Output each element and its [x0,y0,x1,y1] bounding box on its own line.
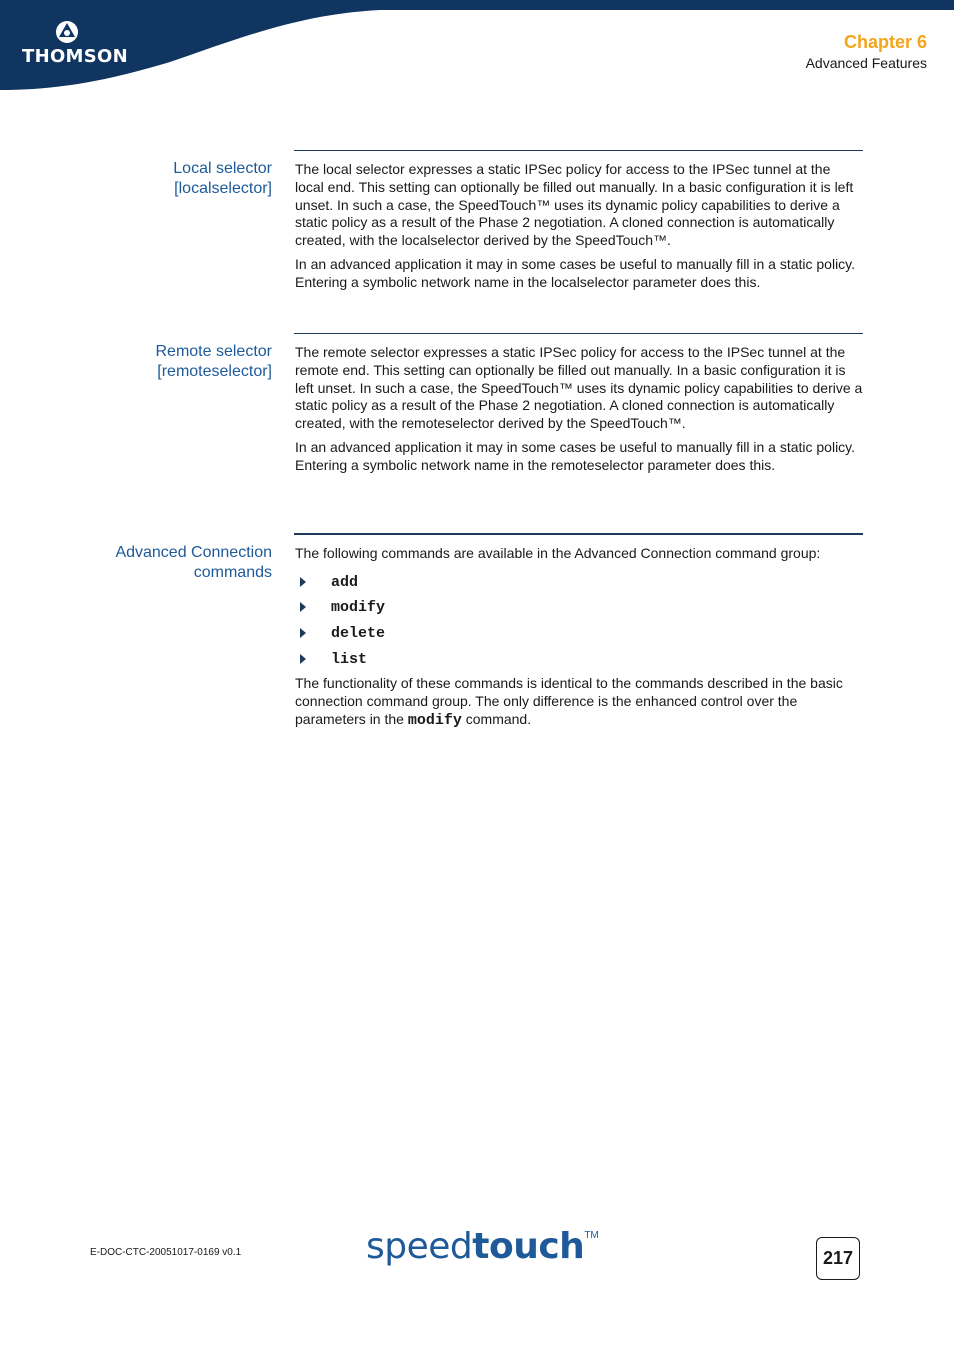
header-band [0,0,954,100]
document-id: E-DOC-CTC-20051017-0169 v0.1 [90,1247,242,1258]
chevron-right-icon [300,628,306,638]
command-name: delete [331,624,386,642]
section-divider [294,150,863,151]
section-body-local-selector [295,161,863,298]
paragraph: The remote selector expresses a static IPSec policy for access to the IPSec tunnel at the remote end. This setting can optionally be filled out manually. In a basic configuration it is left unset. In such a case, the SpeedTouch™ uses its dynamic policy capabilities to derive a static policy as a result of the Phase 2 negotiation. A cloned connection is automatically created, with the remoteselector derived by the SpeedTouch™. [295,344,863,432]
list-item [295,594,863,620]
list-item [295,646,863,672]
paragraph: The following commands are available in the Advanced Connection command group: [295,545,821,561]
paragraph: The functionality of these commands is identical to the commands described in the basic connection command group. The only difference is the enhanced control over the parameters in the modify command. [295,675,843,729]
section-title-advanced-connection: Advanced Connection commands [115,544,272,581]
section-divider [294,333,863,334]
chevron-right-icon [300,654,306,664]
section-title-local-selector: Local selector [localselector] [173,160,272,197]
page-number: 217 [816,1237,860,1280]
section-body-advanced-connection [295,545,863,736]
chapter-title: Advanced Features [805,55,927,71]
brand-name: THOMSON [22,46,128,67]
section-body-remote-selector [295,344,863,481]
list-item [295,620,863,646]
paragraph: In an advanced application it may in some cases be useful to manually fill in a static policy. Entering a symbolic network name in the remoteselector parameter does this. [295,438,856,473]
command-name: add [331,573,359,591]
section-divider [294,533,863,535]
chevron-right-icon [300,577,306,587]
command-name: modify [331,599,386,617]
list-item [295,569,863,595]
paragraph: The local selector expresses a static IPSec policy for access to the IPSec tunnel at the local end. This setting can optionally be filled out manually. In a basic configuration it is left unset. In such a case, the SpeedTouch™ uses its dynamic policy capabilities to derive a static policy as a result of the Phase 2 negotiation. A cloned connection is automatically created, with the localselector derived by the SpeedTouch™. [295,161,854,249]
section-title-remote-selector: Remote selector [remoteselector] [155,343,272,380]
paragraph: In an advanced application it may in some cases be useful to manually fill in a static policy. Entering a symbolic network name in the localselector parameter does this. [295,255,856,290]
thomson-logo-icon [55,20,79,44]
command-list [295,569,863,671]
inline-code: modify [407,711,462,729]
chapter-label: Chapter 6 [843,32,927,52]
chevron-right-icon [300,602,306,612]
command-name: list [331,650,368,668]
speedtouch-logo: speedtouch™ [366,1226,599,1267]
